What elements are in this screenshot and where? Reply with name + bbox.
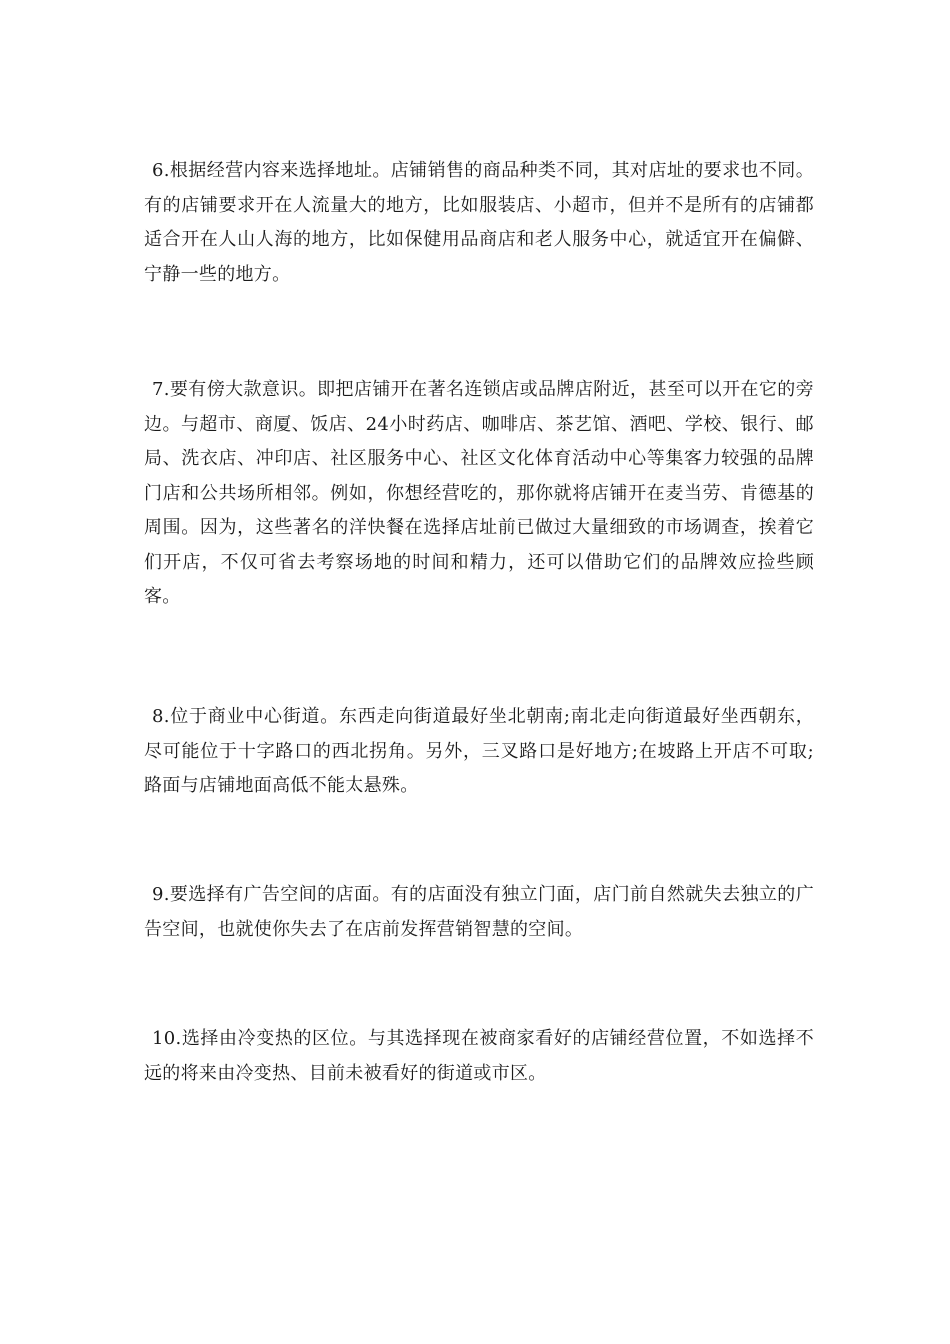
paragraph-9: 9.要选择有广告空间的店面。有的店面没有独立门面，店门前自然就失去独立的广告空间，也就使你失去了在店前发挥营销智慧的空间。 bbox=[144, 884, 814, 940]
paragraph-6: 6.根据经营内容来选择地址。店铺销售的商品种类不同，其对店址的要求也不同。有的店铺要求开在人流量大的地方，比如服装店、小超市，但并不是所有的店铺都适合开在人山人海的地方，比如保健用品商店和老人服务中心，就适宜开在偏僻、宁静一些的地方。 bbox=[144, 160, 814, 285]
paragraph-10: 10.选择由冷变热的区位。与其选择现在被商家看好的店铺经营位置，不如选择不远的将来由冷变热、目前未被看好的街道或市区。 bbox=[144, 1028, 814, 1084]
paragraph-7: 7.要有傍大款意识。即把店铺开在著名连锁店或品牌店附近，甚至可以开在它的旁边。与超市、商厦、饭店、24小时药店、咖啡店、茶艺馆、酒吧、学校、银行、邮局、洗衣店、冲印店、社区服务中心、社区文化体育活动中心等集客力较强的品牌门店和公共场所相邻。例如，你想经营吃的，那你就将店铺开在麦当劳、肯德基的周围。因为，这些著名的洋快餐在选择店址前已做过大量细致的市场调查，挨着它们开店，不仅可省去考察场地的时间和精力，还可以借助它们的品牌效应捡些顾客。 bbox=[144, 379, 814, 607]
paragraph-8: 8.位于商业中心街道。东西走向街道最好坐北朝南;南北走向街道最好坐西朝东，尽可能位于十字路口的西北拐角。另外，三叉路口是好地方;在坡路上开店不可取;路面与店铺地面高低不能太悬殊。 bbox=[144, 706, 814, 796]
